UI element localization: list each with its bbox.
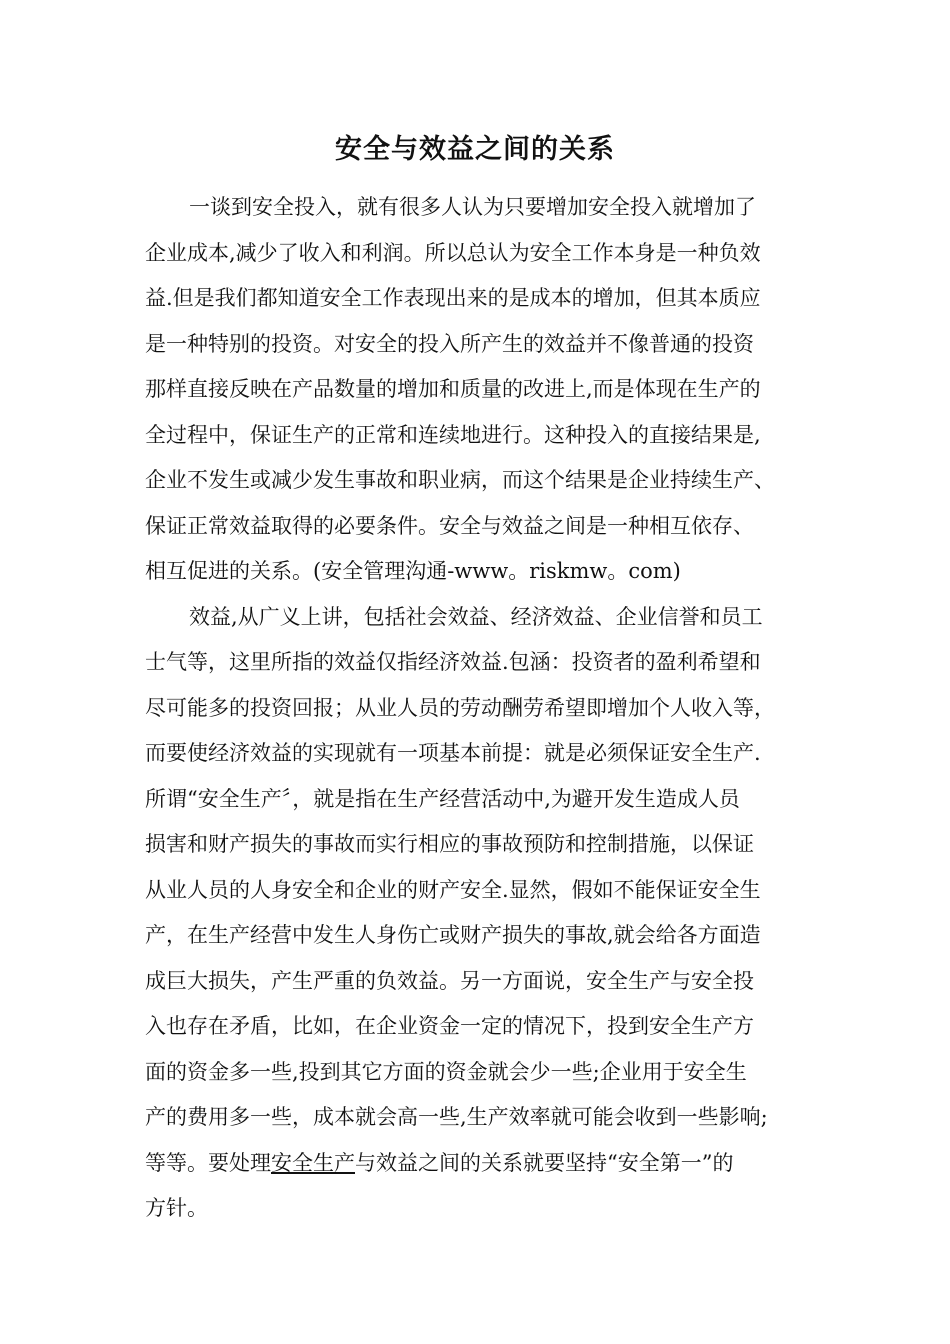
text-line: 那样直接反映在产品数量的增加和质量的改进上,而是体现在生产的	[145, 377, 761, 401]
text-line: 保证正常效益取得的必要条件。安全与效益之间是一种相互依存、	[145, 513, 754, 538]
document-body	[145, 185, 810, 1232]
text-line: 是一种特别的投资。对安全的投入所产生的效益并不像普通的投资	[145, 331, 754, 356]
paragraph-1	[145, 185, 810, 595]
text-line: 全过程中，保证生产的正常和连续地进行。这种投入的直接结果是,	[145, 422, 761, 447]
text-line: 士气等，这里所指的效益仅指经济效益.包涵：投资者的盈利希望和	[145, 650, 761, 674]
text-line: 所谓“安全生产〞，就是指在生产经营活动中,为避开发生造成人员	[145, 786, 740, 811]
text-line: 尽可能多的投资回报；从业人员的劳动酬劳希望即增加个人收入等，	[145, 695, 775, 720]
text-line: 效益,从广义上讲，包括社会效益、经济效益、企业信誉和员工	[189, 604, 763, 629]
text-segment: 等等。要处理	[145, 1150, 271, 1175]
text-line: 方针。	[145, 1196, 208, 1220]
safety-production-link[interactable]: 安全生产	[271, 1150, 355, 1175]
text-line: 相互促进的关系。(安全管理沟通-www。riskmw。com)	[145, 559, 681, 583]
text-line	[145, 1141, 810, 1187]
text-line: 益.但是我们都知道安全工作表现出来的是成本的增加，但其本质应	[145, 286, 761, 310]
text-line: 从业人员的人身安全和企业的财产安全.显然，假如不能保证安全生	[145, 877, 761, 902]
text-line: 而要使经济效益的实现就有一项基本前提：就是必须保证安全生产.	[145, 741, 761, 765]
text-line: 成巨大损失，产生严重的负效益。另一方面说，安全生产与安全投	[145, 968, 754, 993]
text-line: 面的资金多一些,投到其它方面的资金就会少一些;企业用于安全生	[145, 1059, 747, 1084]
text-line: 产的费用多一些，成本就会高一些,生产效率就可能会收到一些影响;	[145, 1105, 768, 1129]
text-line: 企业不发生或减少发生事故和职业病，而这个结果是企业持续生产、	[145, 468, 775, 492]
text-line: 一谈到安全投入，就有很多人认为只要增加安全投入就增加了	[189, 195, 756, 219]
text-segment: 与效益之间的关系就要坚持“安全第一”的	[355, 1150, 734, 1175]
text-line: 入也存在矛盾，比如，在企业资金一定的情况下，投到安全生产方	[145, 1014, 754, 1038]
text-line: 企业成本,减少了收入和利润。所以总认为安全工作本身是一种负效	[145, 240, 761, 265]
paragraph-2	[145, 595, 810, 1232]
text-line: 产，在生产经营中发生人身伤亡或财产损失的事故,就会给各方面造	[145, 923, 761, 947]
document-title: 安全与效益之间的关系	[335, 134, 615, 165]
text-line: 损害和财产损失的事故而实行相应的事故预防和控制措施，以保证	[145, 832, 754, 856]
